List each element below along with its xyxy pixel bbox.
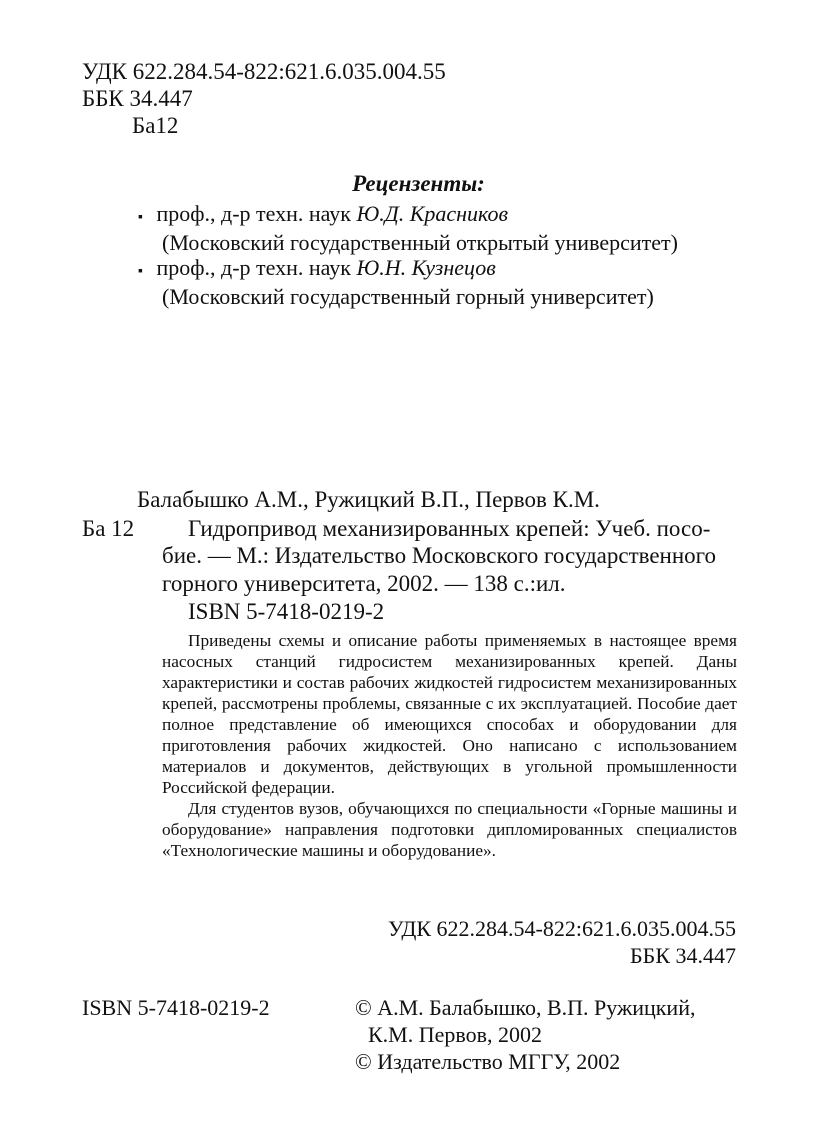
footer-isbn: ISBN 5-7418-0219-2 xyxy=(82,995,270,1020)
copyright-publisher: © Издательство МГГУ, 2002 xyxy=(355,1049,621,1074)
reviewer-affiliation: (Московский государственный горный университет) xyxy=(162,284,654,309)
reviewers-title: Рецензенты: xyxy=(352,171,485,196)
copyright-authors: © А.М. Балабышко, В.П. Ружицкий, xyxy=(355,995,696,1020)
footer-bbk: ББК 34.447 xyxy=(630,943,736,968)
footer-udk: УДК 622.284.54-822:621.6.035.004.55 xyxy=(388,916,736,941)
reviewer-degree: проф., д-р техн. наук xyxy=(156,201,357,226)
bbk-code: ББК 34.447 xyxy=(82,86,193,111)
annotation-paragraph: Для студентов вузов, обучающихся по специальности «Горные машины и оборудование» направления подготовки дипломированных специалистов «Технологические машины и оборудование». xyxy=(162,799,737,860)
annotation xyxy=(162,630,737,861)
book-authors: Балабышко А.М., Ружицкий В.П., Первов К.М. xyxy=(137,487,600,512)
bullet-icon: ▪ xyxy=(138,264,143,279)
book-title-line: горного университета, 2002. — 138 с.:ил. xyxy=(162,571,566,596)
udk-code: УДК 622.284.54-822:621.6.035.004.55 xyxy=(82,59,446,84)
book-title-line: Гидропривод механизированных крепей: Учеб. посо- xyxy=(188,516,711,541)
reviewer-degree: проф., д-р техн. наук xyxy=(156,255,357,280)
book-title-line: бие. — М.: Издательство Московского государственного xyxy=(162,543,717,568)
copyright-authors-cont: К.М. Первов, 2002 xyxy=(368,1022,543,1047)
author-mark: Ба 12 xyxy=(82,516,135,541)
reviewer-affiliation: (Московский государственный открытый университет) xyxy=(162,230,678,255)
book-isbn: ISBN 5-7418-0219-2 xyxy=(188,599,385,624)
bullet-icon: ▪ xyxy=(138,210,143,225)
reviewer-name: Ю.Д. Красников xyxy=(356,201,508,226)
reviewer-name: Ю.Н. Кузнецов xyxy=(356,255,496,280)
author-mark: Ба12 xyxy=(132,113,179,138)
annotation-paragraph: Приведены схемы и описание работы применяемых в настоящее время насосных станций гидросистем механизированных крепей. Даны характеристики и состав рабочих жидкостей гидросистем механизированных крепей, рассмотрены проблемы, связанные с их эксплуатацией. Пособие дает полное представление об имеющихся способах и оборудовании для приготовления рабочих жидкостей. Оно написано с использованием материалов и документов, действующих в угольной промышленности Российской федерации. xyxy=(162,631,737,797)
